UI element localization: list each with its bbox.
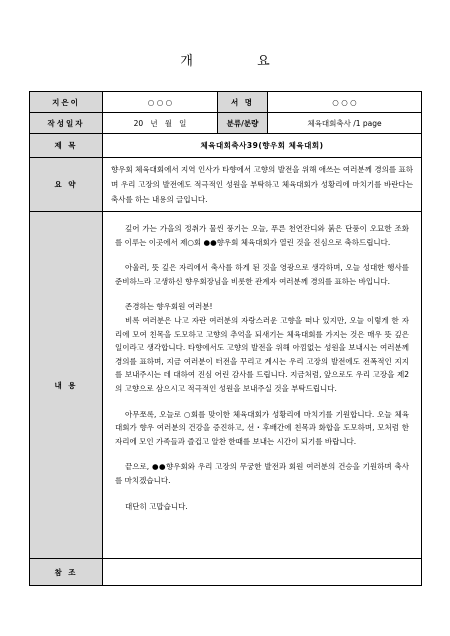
date-label: 작성일자: [30, 113, 103, 134]
signature-value: ○ ○ ○: [268, 92, 422, 113]
content-paragraph: 비록 여러분은 나고 자란 여러분의 자랑스러운 고향을 떠나 있지만, 오늘 이렇게 한 자리에 모여 친목을 도모하고 고향의 추억을 되새기는 체육대회를 가지는 것은 매우 뜻 깊은 일이라고 생각합니다. 타향에서도 고향의 발전을 위해 아낌없는 성원을 보내시는 여러분께 경의를 표하며, 지금 여러분이 터전을 꾸리고 계시는 우리 고장의 발전에도 전폭적인 지지를 보내주시는 데 대하여 진심 어린 감사를 드립니다. 지금처럼, 앞으로도 우리 고장을 제2의 고향으로 삼으시고 적극적인 성원을 보내주실 것을 부탁드립니다.: [115, 315, 409, 393]
reference-label: 참 조: [30, 559, 103, 586]
summary-row: [30, 158, 422, 212]
author-row: [30, 92, 422, 113]
summary-label: 요 약: [30, 158, 103, 212]
date-row: [30, 113, 422, 134]
content-label: 내 용: [30, 212, 103, 559]
author-label: 지은이: [30, 92, 103, 113]
category-label: 분류/분량: [218, 113, 268, 134]
content-row: [30, 212, 422, 559]
subject-value: 체육대회축사39(향우회 체육대회): [103, 134, 422, 158]
date-value: 20 년 월 일: [103, 113, 218, 134]
category-value: 체육대회축사 /1 page: [268, 113, 422, 134]
document-table: [29, 91, 422, 586]
signature-label: 서 명: [218, 92, 268, 113]
content-paragraph: 아무쪼록, 오늘로 ○회를 맞이한 체육대회가 성황리에 마치기를 기원합니다. 오늘 체육대회가 향우 여러분의 건강을 증진하고, 선・후배간에 친목과 화합을 도모하며, 모처럼 한 자리에 모인 가족들과 즐겁고 알찬 한때를 보내는 시간이 되기를 바랍니다.: [115, 409, 409, 446]
reference-value: [103, 559, 422, 586]
content-paragraph: 깊어 가는 가을의 정취가 물씬 풍기는 오늘, 푸른 천연잔디와 붉은 단풍이 오묘한 조화를 이루는 이곳에서 제○회 ●●향우회 체육대회가 열린 것을 진심으로 축하드립니다.: [115, 224, 409, 247]
content-body: [103, 212, 422, 559]
author-value: ○ ○ ○: [103, 92, 218, 113]
subject-row: [30, 134, 422, 158]
subject-label: 제 목: [30, 134, 103, 158]
document-title: 개 요: [180, 54, 300, 69]
content-paragraph: 아울러, 뜻 깊은 자리에서 축사를 하게 된 것을 영광으로 생각하며, 오늘 성대한 행사를 준비하느라 고생하신 향우회장님을 비롯한 관계자 여러분께 경의를 표하는 바입니다.: [115, 263, 409, 286]
content-paragraph: 끝으로, ●●향우회와 우리 고장의 무궁한 발전과 회원 여러분의 건승을 기원하며 축사를 마치겠습니다.: [115, 462, 409, 485]
summary-text: 향우회 체육대회에서 지역 인사가 타향에서 고향의 발전을 위해 애쓰는 여러분께 경의를 표하며 우리 고장의 발전에도 적극적인 성원을 부탁하고 체육대회가 성황리에 마치기를 바란다는 축사를 하는 내용의 글입니다.: [103, 158, 422, 212]
content-paragraph: 존경하는 향우회원 여러분!: [125, 302, 213, 312]
content-paragraph: 대단히 고맙습니다.: [125, 501, 188, 511]
reference-row: [30, 559, 422, 586]
